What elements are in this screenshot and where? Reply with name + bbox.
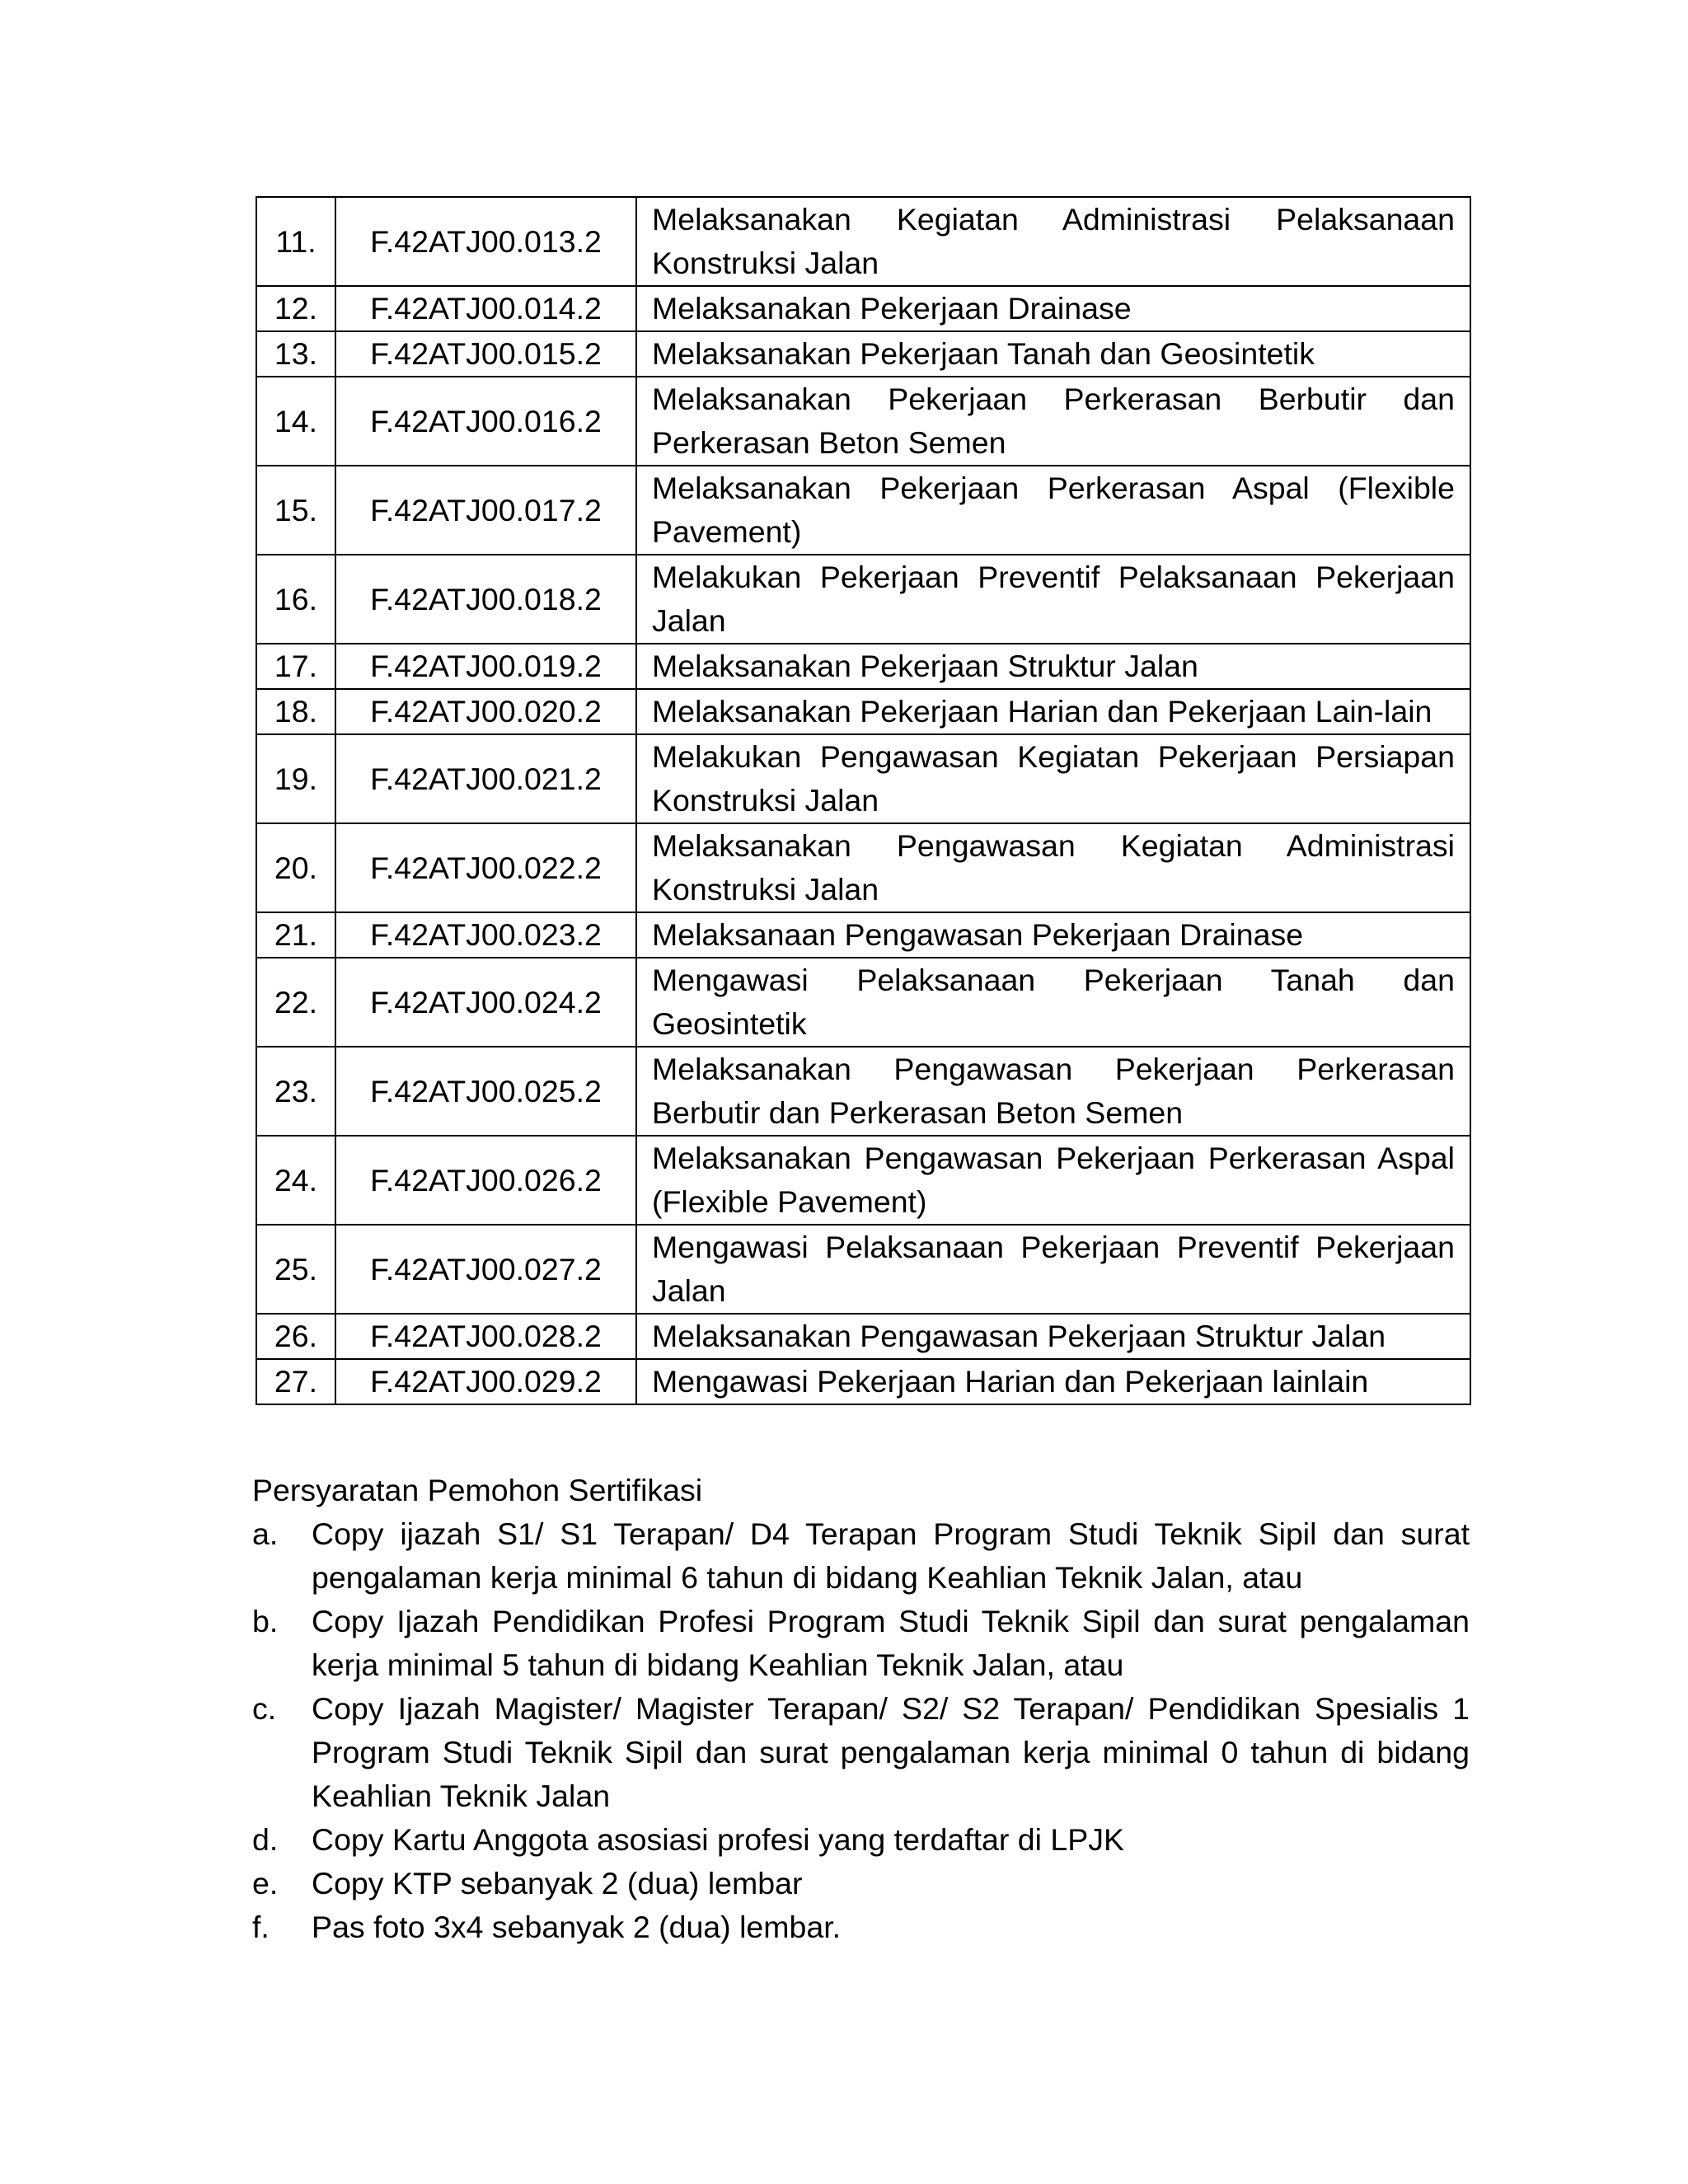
unit-title: Mengawasi Pekerjaan Harian dan Pekerjaan lainlain: [636, 1359, 1470, 1404]
table-row: [256, 958, 1470, 1047]
row-number: 26.: [256, 1314, 335, 1359]
row-number: 13.: [256, 331, 335, 377]
row-number: 12.: [256, 286, 335, 331]
table-row: [256, 644, 1470, 689]
row-number: 15.: [256, 466, 335, 555]
row-number: 20.: [256, 823, 335, 912]
list-item: [252, 1600, 1470, 1687]
table-row: [256, 823, 1470, 912]
row-number: 19.: [256, 734, 335, 823]
unit-code: F.42ATJ00.028.2: [335, 1314, 636, 1359]
unit-title: Mengawasi Pelaksanaan Pekerjaan Tanah dan Geosintetik: [636, 958, 1470, 1047]
row-number: 16.: [256, 555, 335, 644]
unit-title: Melaksanakan Pekerjaan Drainase: [636, 286, 1470, 331]
row-number: 14.: [256, 377, 335, 466]
list-marker: b.: [252, 1604, 279, 1638]
unit-title: Melaksanakan Pekerjaan Perkerasan Aspal (Flexible Pavement): [636, 466, 1470, 555]
row-number: 23.: [256, 1047, 335, 1136]
unit-title: Melaksanakan Kegiatan Administrasi Pelaksanaan Konstruksi Jalan: [636, 197, 1470, 286]
unit-title: Melakukan Pekerjaan Preventif Pelaksanaan Pekerjaan Jalan: [636, 555, 1470, 644]
row-number: 11.: [256, 197, 335, 286]
unit-code: F.42ATJ00.021.2: [335, 734, 636, 823]
table-row: [256, 1314, 1470, 1359]
list-marker: e.: [252, 1866, 279, 1900]
unit-title: Melaksanakan Pekerjaan Harian dan Pekerjaan Lain-lain: [636, 689, 1470, 734]
row-number: 27.: [256, 1359, 335, 1404]
requirements-heading: Persyaratan Pemohon Sertifikasi: [252, 1473, 703, 1507]
list-item: [252, 1862, 1470, 1905]
table-row: [256, 555, 1470, 644]
list-marker: d.: [252, 1822, 279, 1857]
unit-code: F.42ATJ00.013.2: [335, 197, 636, 286]
list-item-text: Copy KTP sebanyak 2 (dua) lembar: [312, 1866, 803, 1900]
list-item-text: Pas foto 3x4 sebanyak 2 (dua) lembar.: [312, 1910, 842, 1944]
list-item: [252, 1905, 1470, 1949]
unit-code: F.42ATJ00.023.2: [335, 912, 636, 958]
unit-code: F.42ATJ00.025.2: [335, 1047, 636, 1136]
table-row: [256, 1225, 1470, 1314]
unit-code: F.42ATJ00.027.2: [335, 1225, 636, 1314]
table-row: [256, 331, 1470, 377]
unit-code: F.42ATJ00.014.2: [335, 286, 636, 331]
list-marker: f.: [252, 1910, 270, 1944]
unit-code: F.42ATJ00.017.2: [335, 466, 636, 555]
list-marker: c.: [252, 1691, 277, 1726]
unit-code: F.42ATJ00.018.2: [335, 555, 636, 644]
competency-unit-table: [256, 196, 1471, 1405]
table-row: [256, 197, 1470, 286]
unit-title: Mengawasi Pelaksanaan Pekerjaan Preventif Pekerjaan Jalan: [636, 1225, 1470, 1314]
table-row: [256, 286, 1470, 331]
unit-code: F.42ATJ00.029.2: [335, 1359, 636, 1404]
table-row: [256, 689, 1470, 734]
list-item-text: Copy Ijazah Magister/ Magister Terapan/ S2/ S2 Terapan/ Pendidikan Spesialis 1 Program Studi Teknik Sipil dan surat pengalaman kerja minimal 0 tahun di bidang Keahlian Teknik Jalan: [312, 1691, 1470, 1813]
table-row: [256, 1136, 1470, 1225]
list-item-text: Copy ijazah S1/ S1 Terapan/ D4 Terapan Program Studi Teknik Sipil dan surat pengalaman kerja minimal 6 tahun di bidang Keahlian Teknik Jalan, atau: [312, 1516, 1470, 1595]
list-item: [252, 1687, 1470, 1818]
list-item: [252, 1818, 1470, 1862]
list-item-text: Copy Kartu Anggota asosiasi profesi yang terdaftar di LPJK: [312, 1822, 1124, 1857]
list-item: [252, 1512, 1470, 1600]
table-row: [256, 377, 1470, 466]
unit-title: Melaksanakan Pengawasan Pekerjaan Perkerasan Berbutir dan Perkerasan Beton Semen: [636, 1047, 1470, 1136]
list-marker: a.: [252, 1516, 279, 1551]
unit-code: F.42ATJ00.019.2: [335, 644, 636, 689]
unit-title: Melaksanakan Pengawasan Pekerjaan Struktur Jalan: [636, 1314, 1470, 1359]
unit-code: F.42ATJ00.022.2: [335, 823, 636, 912]
row-number: 24.: [256, 1136, 335, 1225]
unit-title: Melaksanakan Pekerjaan Tanah dan Geosintetik: [636, 331, 1470, 377]
unit-code: F.42ATJ00.026.2: [335, 1136, 636, 1225]
unit-code: F.42ATJ00.024.2: [335, 958, 636, 1047]
row-number: 22.: [256, 958, 335, 1047]
requirements-list: [252, 1512, 1470, 1949]
unit-title: Melaksanakan Pengawasan Kegiatan Administrasi Konstruksi Jalan: [636, 823, 1470, 912]
table-row: [256, 1047, 1470, 1136]
unit-code: F.42ATJ00.020.2: [335, 689, 636, 734]
table-row: [256, 466, 1470, 555]
table-row: [256, 912, 1470, 958]
unit-title: Melakukan Pengawasan Kegiatan Pekerjaan Persiapan Konstruksi Jalan: [636, 734, 1470, 823]
unit-title: Melaksanakan Pekerjaan Perkerasan Berbutir dan Perkerasan Beton Semen: [636, 377, 1470, 466]
table-row: [256, 734, 1470, 823]
unit-code: F.42ATJ00.016.2: [335, 377, 636, 466]
row-number: 17.: [256, 644, 335, 689]
unit-title: Melaksanakan Pekerjaan Struktur Jalan: [636, 644, 1470, 689]
row-number: 25.: [256, 1225, 335, 1314]
row-number: 21.: [256, 912, 335, 958]
unit-title: Melaksanaan Pengawasan Pekerjaan Drainase: [636, 912, 1470, 958]
unit-title: Melaksanakan Pengawasan Pekerjaan Perkerasan Aspal (Flexible Pavement): [636, 1136, 1470, 1225]
unit-code: F.42ATJ00.015.2: [335, 331, 636, 377]
table-row: [256, 1359, 1470, 1404]
list-item-text: Copy Ijazah Pendidikan Profesi Program Studi Teknik Sipil dan surat pengalaman kerja minimal 5 tahun di bidang Keahlian Teknik Jalan, atau: [312, 1604, 1470, 1682]
row-number: 18.: [256, 689, 335, 734]
